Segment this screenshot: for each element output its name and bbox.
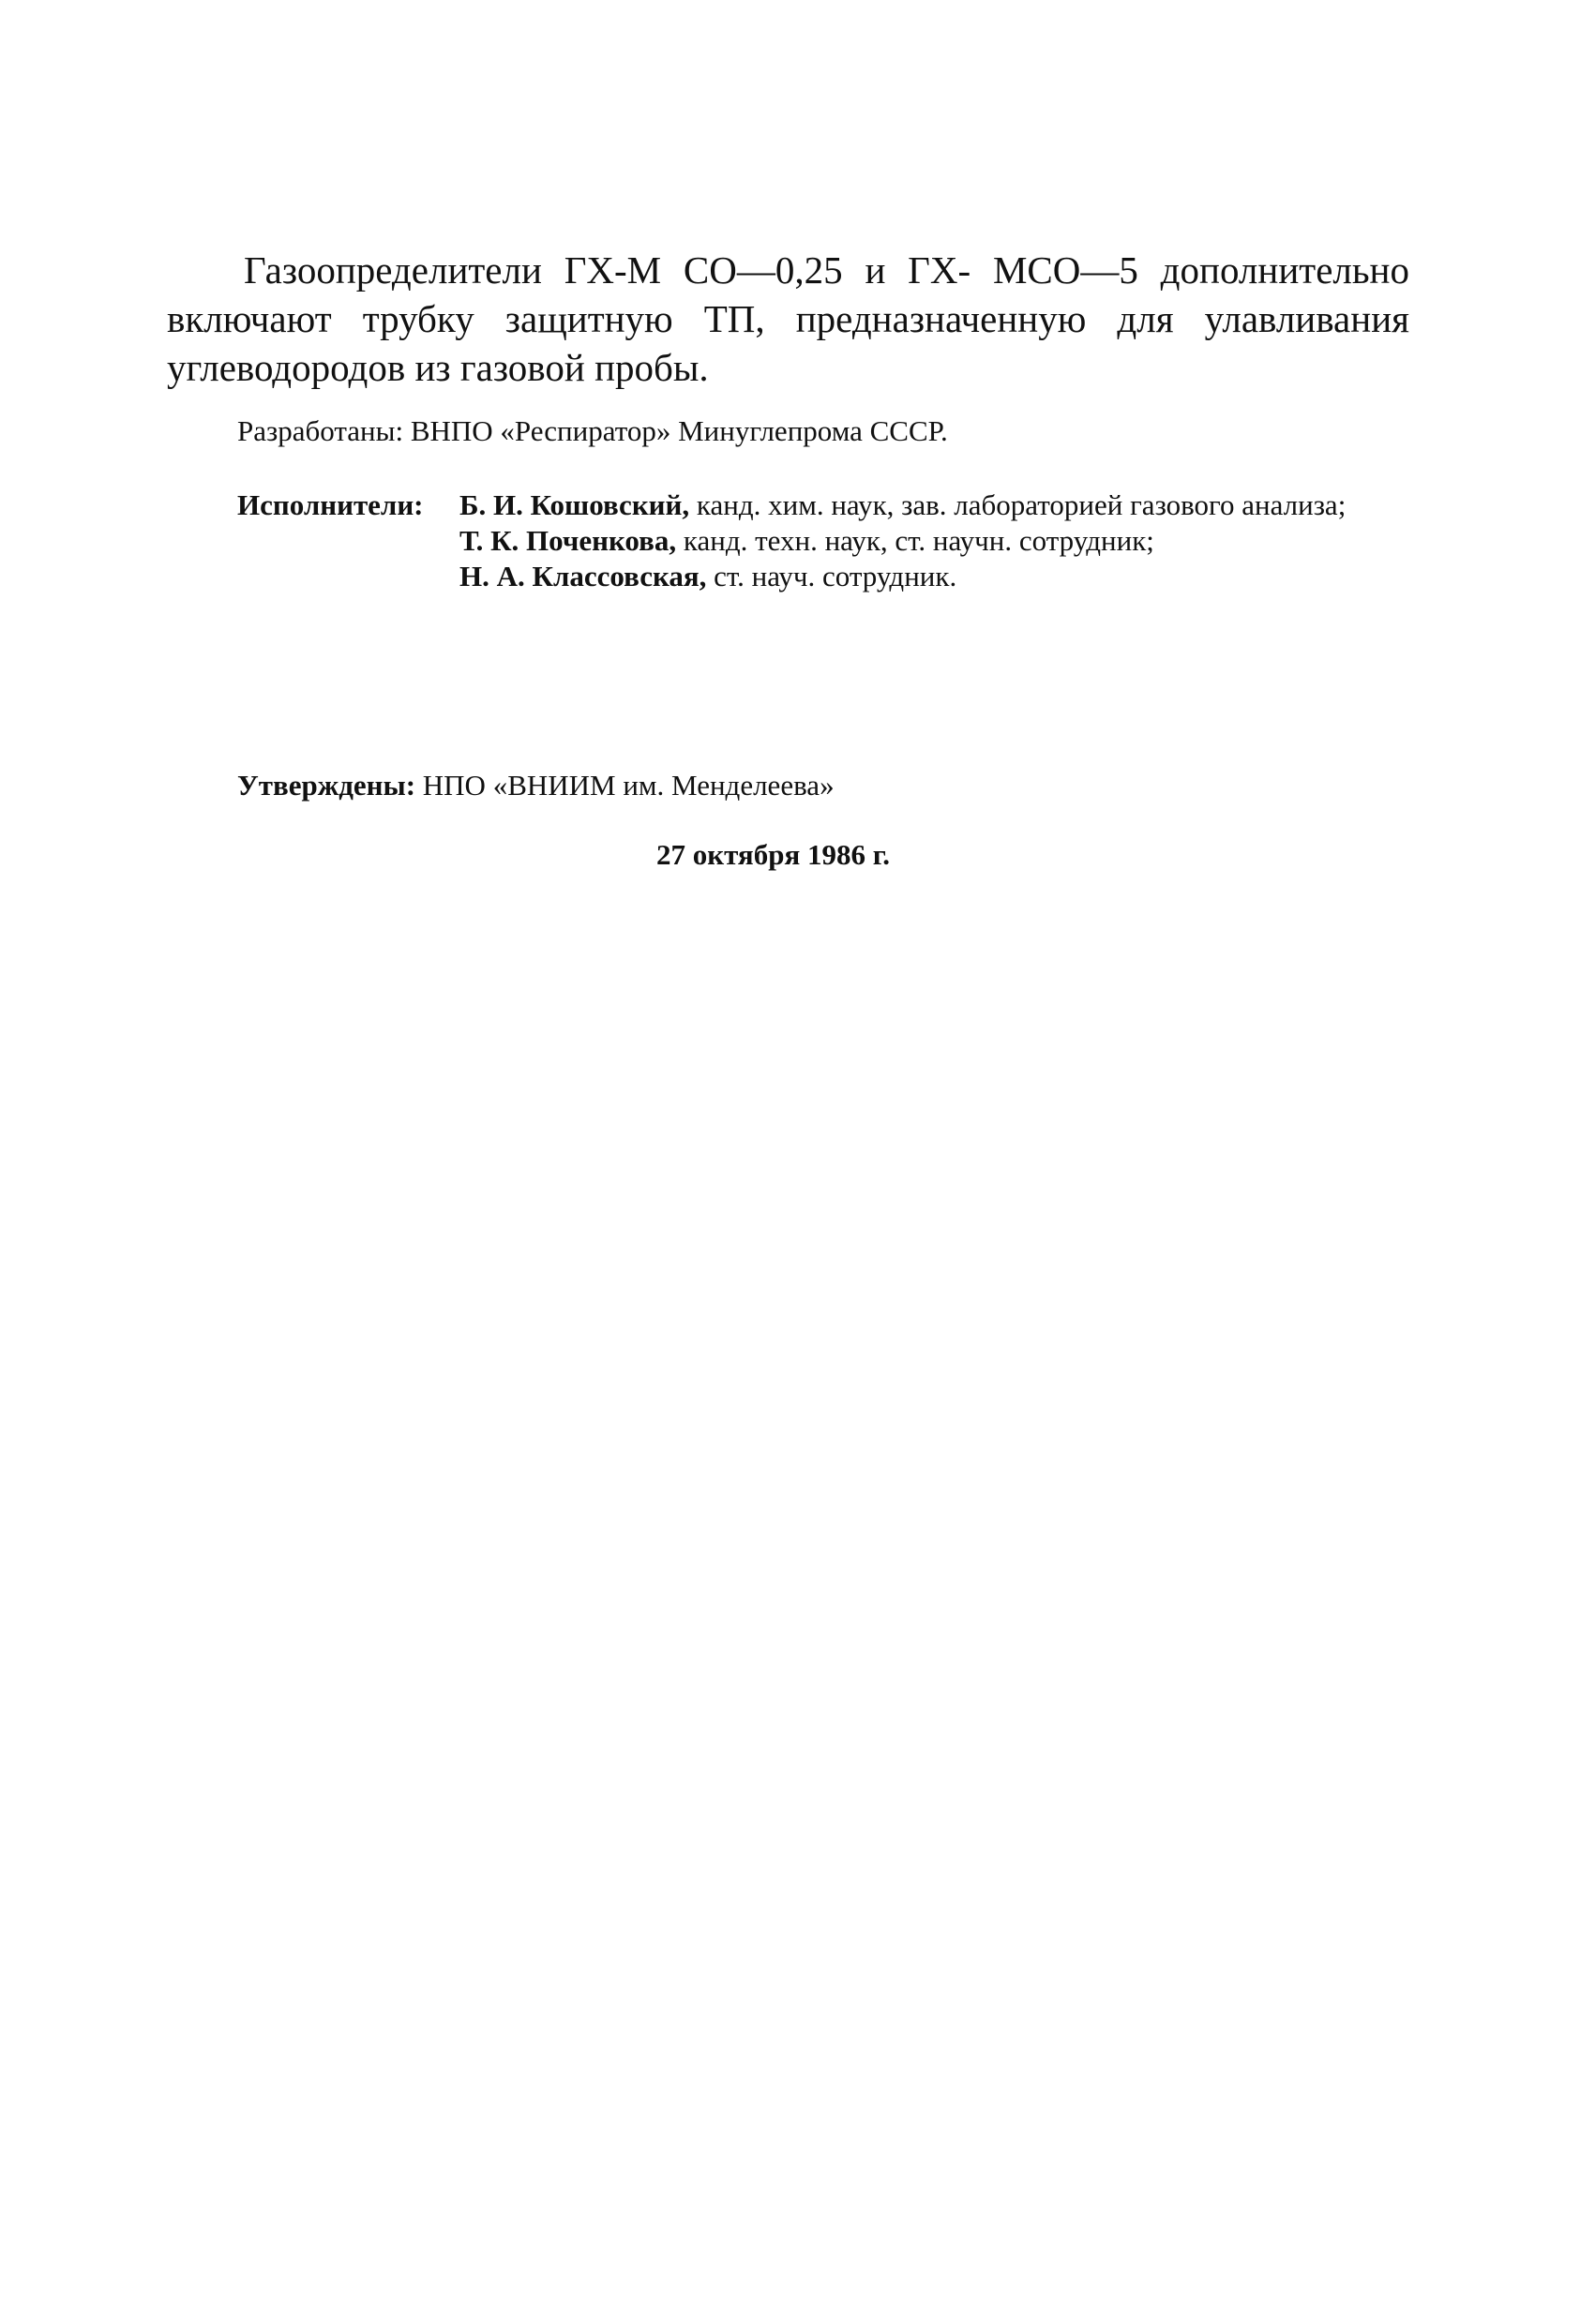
executor-name: Н. А. Классовская, bbox=[459, 560, 707, 592]
executor-details: ст. науч. сотрудник. bbox=[714, 560, 957, 592]
developed-label: Разработаны: bbox=[237, 414, 404, 447]
approved-label: Утверждены: bbox=[237, 769, 416, 802]
developed-value: ВНПО «Респиратор» Минуглепрома СССР. bbox=[410, 414, 948, 447]
approved-by bbox=[237, 767, 835, 804]
approval-date: 27 октября 1986 г. bbox=[656, 838, 891, 871]
executor-details: канд. техн. наук, ст. научн. сотрудник; bbox=[683, 524, 1154, 557]
executor-name: Т. К. Поченкова, bbox=[459, 524, 677, 557]
executor-item bbox=[459, 523, 1409, 559]
executor-details: канд. хим. наук, зав. лабораторией газового анализа; bbox=[696, 488, 1347, 521]
intro-paragraph: Газоопределители ГХ-М СО—0,25 и ГХ- МСО—5 дополнительно включают трубку защитную ТП, предназначенную для улавливания углеводородов из газовой пробы. bbox=[167, 248, 1409, 389]
approved-value: НПО «ВНИИМ им. Менделеева» bbox=[422, 769, 835, 802]
executors-label: Исполнители: bbox=[237, 488, 424, 521]
executor-name: Б. И. Кошовский, bbox=[459, 488, 690, 521]
executors-list bbox=[459, 487, 1409, 594]
developed-by bbox=[237, 412, 948, 450]
executor-item bbox=[459, 559, 1409, 594]
executor-item bbox=[459, 487, 1409, 523]
